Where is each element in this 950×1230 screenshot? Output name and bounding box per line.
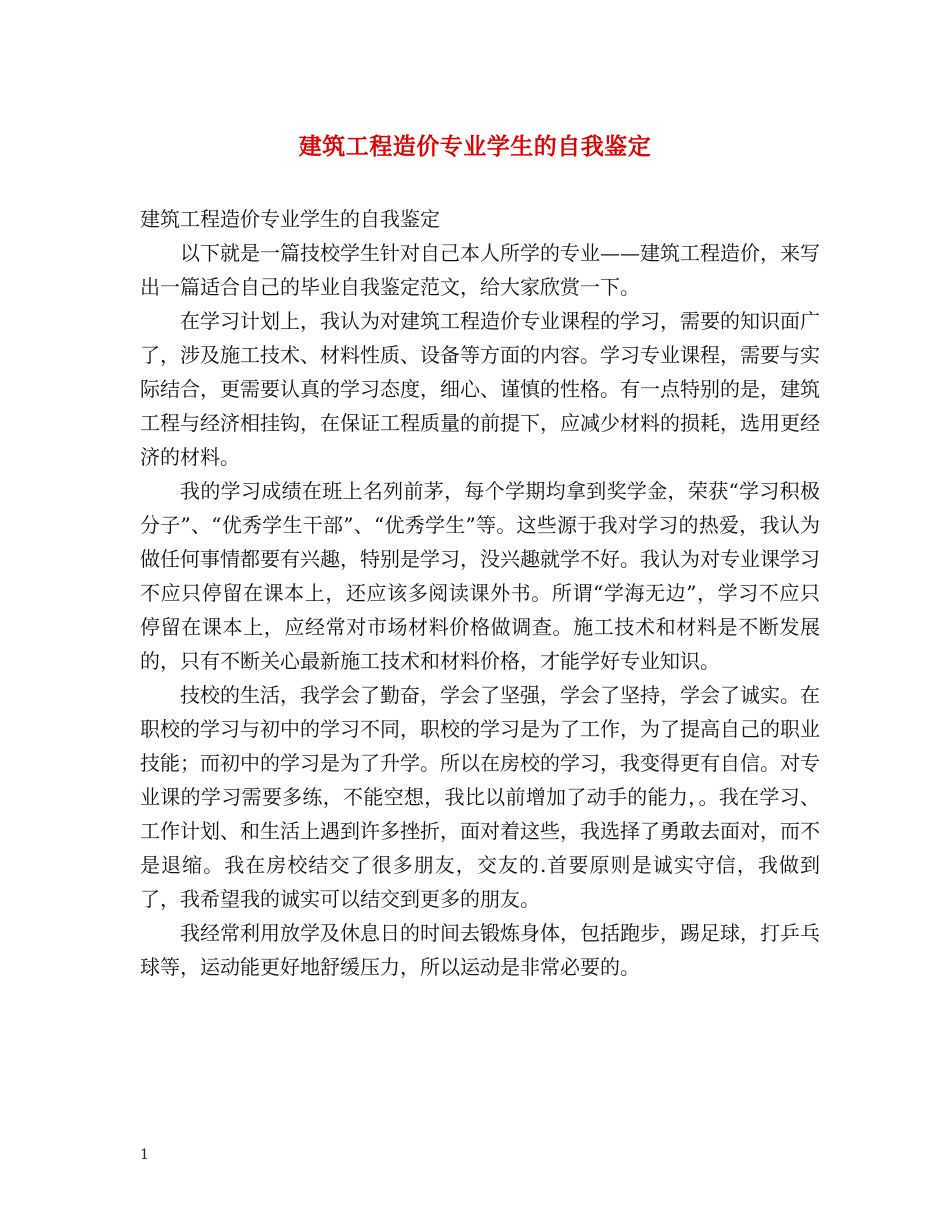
paragraph-study-plan: 在学习计划上，我认为对建筑工程造价专业课程的学习，需要的知识面广了，涉及施工技术、材料性质、设备等方面的内容。学习专业课程，需要与实际结合，更需要认真的学习态度，细心、谨慎的性格。有一点特别的是，建筑工程与经济相挂钩，在保证工程质量的前提下，应减少材料的损耗，选用更经济的材料。 xyxy=(140,309,820,469)
paragraph-intro: 以下就是一篇技校学生针对自己本人所学的专业——建筑工程造价，来写出一篇适合自己的毕业自我鉴定范文，给大家欣赏一下。 xyxy=(140,241,820,299)
document-title: 建筑工程造价专业学生的自我鉴定 xyxy=(298,133,652,160)
paragraph-exercise: 我经常利用放学及休息日的时间去锻炼身体，包括跑步，踢足球，打乒乓球等，运动能更好地舒缓压力，所以运动是非常必要的。 xyxy=(140,921,820,979)
page-number: 1 xyxy=(140,1147,149,1163)
paragraph-school-life: 技校的生活，我学会了勤奋，学会了坚强，学会了坚持，学会了诚实。在职校的学习与初中的学习不同，职校的学习是为了工作，为了提高自己的职业技能；而初中的学习是为了升学。所以在房校的学习，我变得更有自信。对专业课的学习需要多练，不能空想，我比以前增加了动手的能力，。我在学习、工作计划、和生活上遇到许多挫折，面对着这些，我选择了勇敢去面对，而不是退缩。我在房校结交了很多朋友，交友的.首要原则是诚实守信，我做到了，我希望我的诚实可以结交到更多的朋友。 xyxy=(140,683,820,911)
paragraph-grades: 我的学习成绩在班上名列前茅，每个学期均拿到奖学金，荣获“学习积极分子”、“优秀学生干部”、“优秀学生”等。这些源于我对学习的热爱，我认为做任何事情都要有兴趣，特别是学习，没兴趣就学不好。我认为对专业课学习不应只停留在课本上，还应该多阅读课外书。所谓“学海无边”，学习不应只停留在课本上，应经常对市场材料价格做调查。施工技术和材料是不断发展的，只有不断关心最新施工技术和材料价格，才能学好专业知识。 xyxy=(140,479,820,673)
body-heading: 建筑工程造价专业学生的自我鉴定 xyxy=(140,207,440,231)
document-body xyxy=(140,202,820,984)
